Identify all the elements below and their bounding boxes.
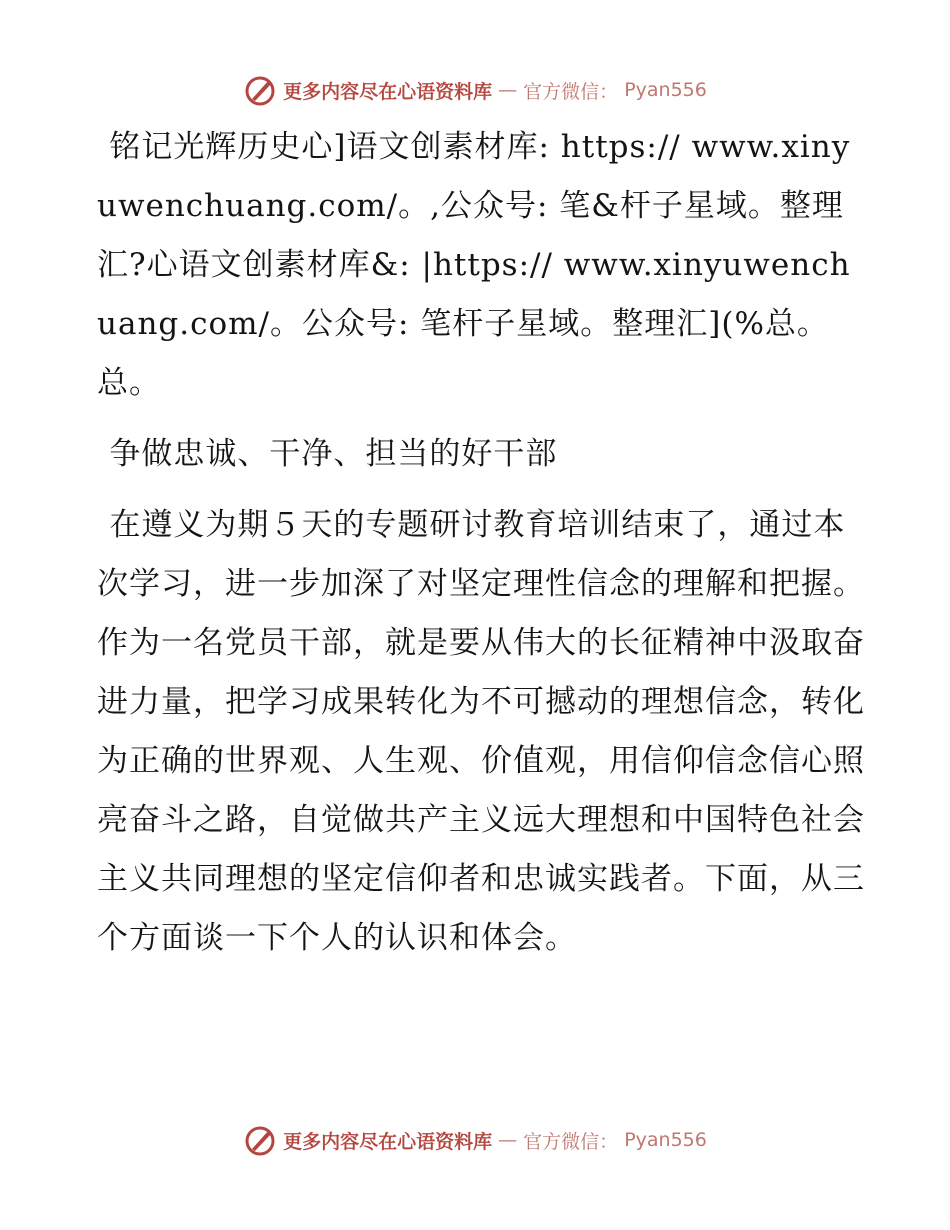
banner-wechat-id: Pyan556 [624, 1129, 707, 1151]
article-title: 争做忠诚、干净、担当的好干部 [109, 436, 558, 472]
banner-wechat-label: 官方微信： [523, 1130, 619, 1153]
banner-dash: — [498, 79, 518, 101]
header-banner-content [243, 73, 707, 107]
quill-pen-seal-icon [243, 73, 277, 107]
footer-banner-content [243, 1123, 707, 1157]
quill-pen-seal-icon [243, 1123, 277, 1157]
header-banner [0, 70, 950, 110]
banner-main-text: 更多内容尽在心语资料库 [283, 80, 493, 103]
document-body [97, 118, 867, 968]
source-note-paragraph: 铭记光辉历史心]语文创素材库: https:// www.xinyuwenchuang.com/。,公众号: 笔&杆子星域。整理汇?心语文创素材库&: |https:// www.xinyuwenchuang.com/。公众号: 笔杆子星域。整理汇](%总。总。 [97, 129, 851, 401]
footer-banner [0, 1120, 950, 1160]
banner-wechat-id: Pyan556 [624, 79, 707, 101]
banner-dash: — [498, 1129, 518, 1151]
banner-main-text: 更多内容尽在心语资料库 [283, 1130, 493, 1153]
banner-wechat-label: 官方微信： [523, 80, 619, 103]
body-paragraph: 在遵义为期５天的专题研讨教育培训结束了，通过本次学习，进一步加深了对坚定理性信念的理解和把握。作为一名党员干部，就是要从伟大的长征精神中汲取奋进力量，把学习成果转化为不可撼动的理想信念，转化为正确的世界观、人生观、价值观，用信仰信念信心照亮奋斗之路，自觉做共产主义远大理想和中国特色社会主义共同理想的坚定信仰者和忠诚实践者。下面，从三个方面谈一下个人的认识和体会。 [97, 507, 865, 956]
